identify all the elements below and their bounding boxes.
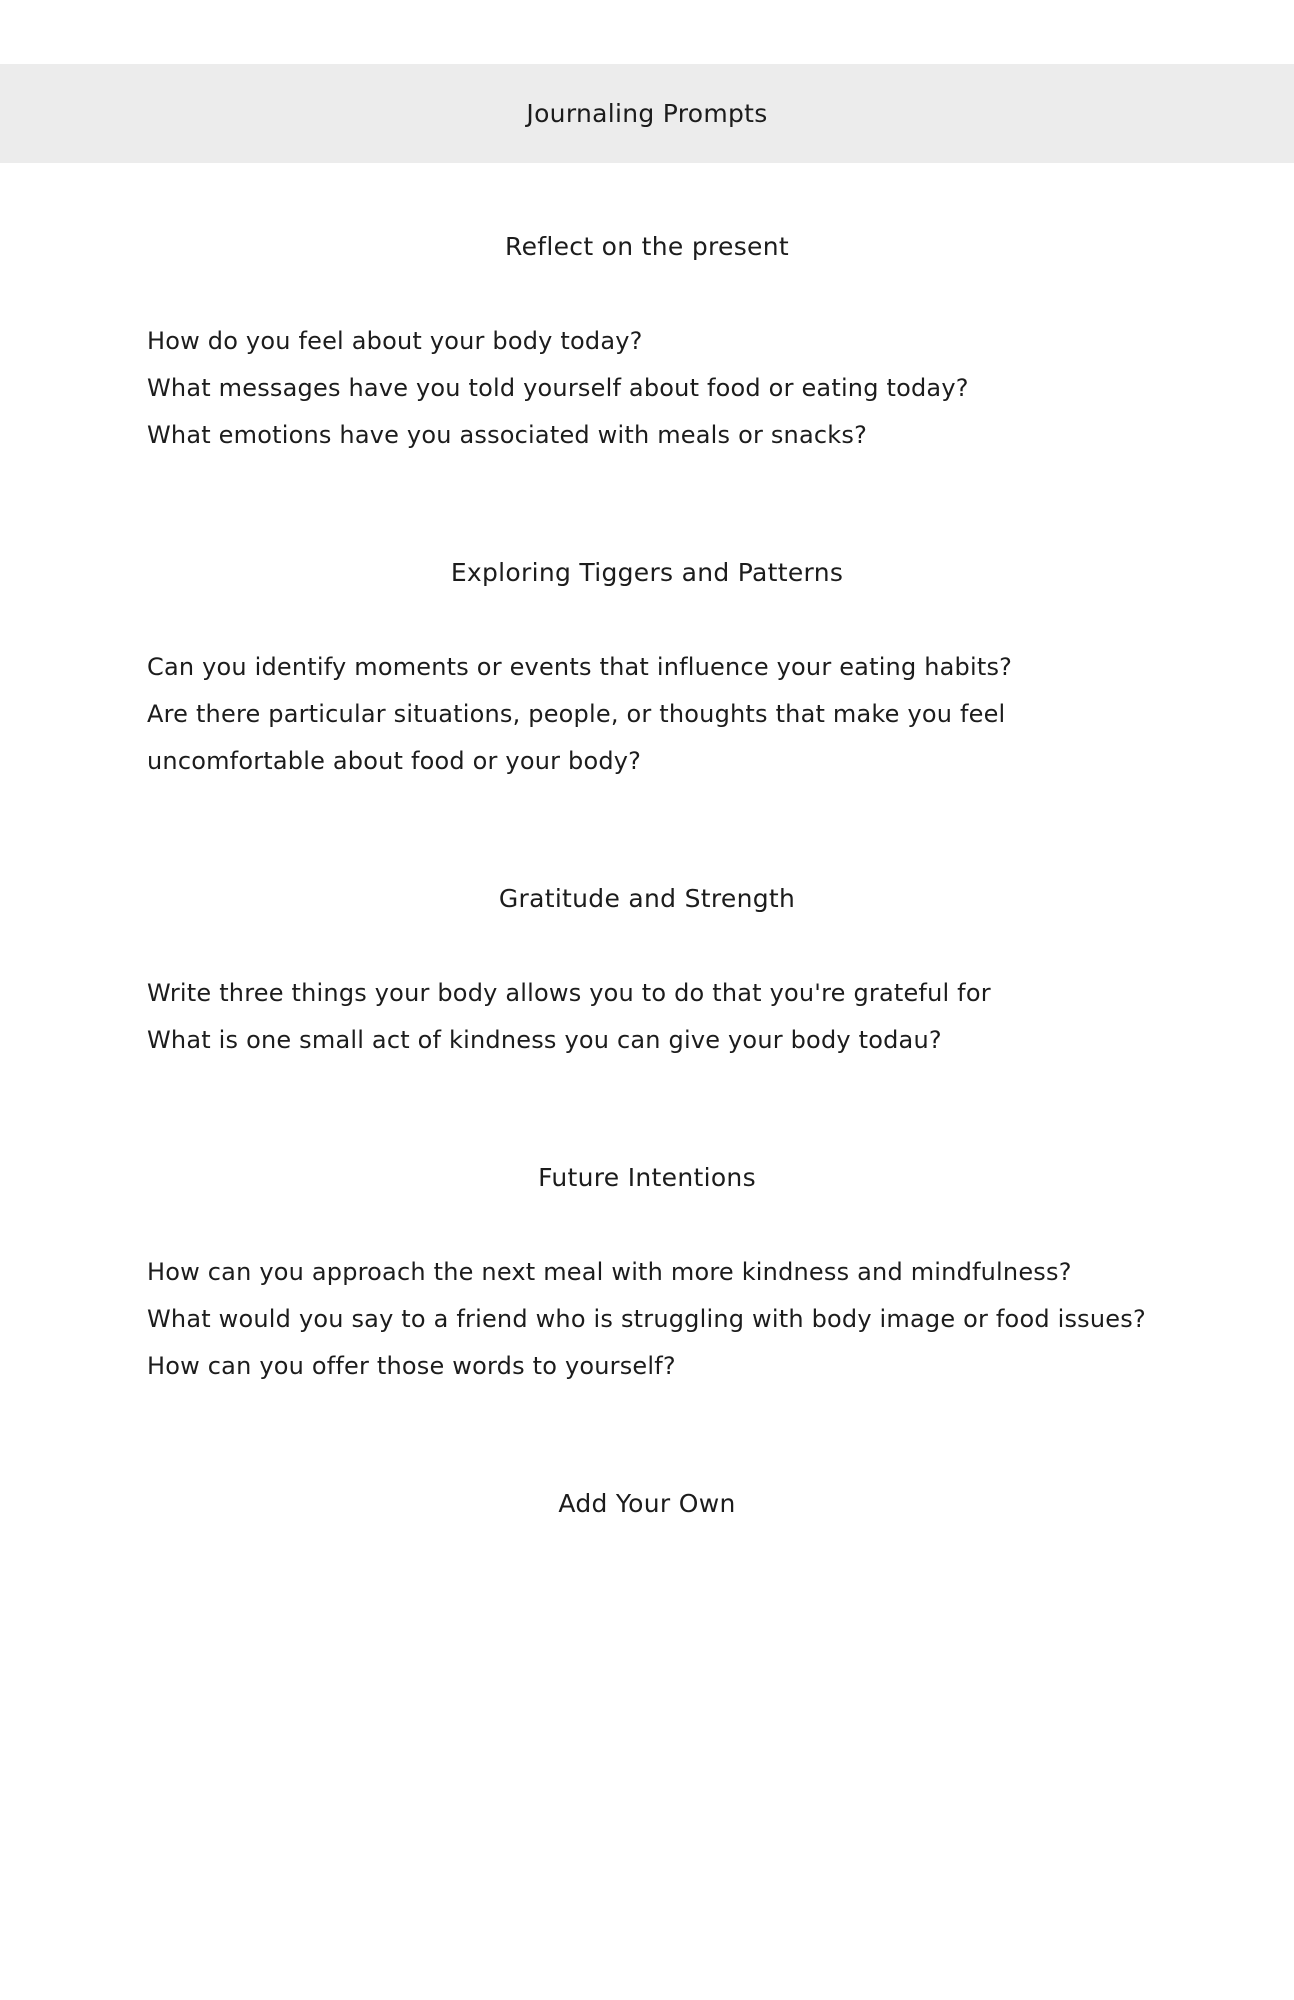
prompt-item: Are there particular situations, people, or thoughts that make you feel uncomfortable about food or your body? [147,700,1006,775]
header-bar [0,64,1294,163]
section-heading-add-your-own: Add Your Own [558,1489,736,1518]
prompt-item: How can you offer those words to yourself? [147,1352,676,1380]
section-heading-reflect: Reflect on the present [505,232,789,261]
page-title: Journaling Prompts [526,99,768,128]
prompt-item: What messages have you told yourself about food or eating today? [147,374,969,402]
section-heading-triggers: Exploring Tiggers and Patterns [450,558,844,587]
prompt-item: What is one small act of kindness you can give your body todau? [147,1026,942,1054]
prompt-list-triggers [147,644,1167,785]
prompt-item: What would you say to a friend who is struggling with body image or food issues? [147,1305,1146,1333]
prompt-list-gratitude [147,970,1167,1064]
prompt-item: How do you feel about your body today? [147,327,643,355]
prompt-item: Write three things your body allows you to do that you're grateful for [147,979,991,1007]
section-heading-gratitude: Gratitude and Strength [498,884,796,913]
prompt-item: Can you identify moments or events that influence your eating habits? [147,653,1013,681]
section-heading-future: Future Intentions [538,1163,756,1192]
prompt-item: What emotions have you associated with meals or snacks? [147,421,868,449]
prompt-item: How can you approach the next meal with more kindness and mindfulness? [147,1258,1072,1286]
prompt-list-future [147,1249,1167,1390]
prompt-list-reflect [147,318,1167,459]
